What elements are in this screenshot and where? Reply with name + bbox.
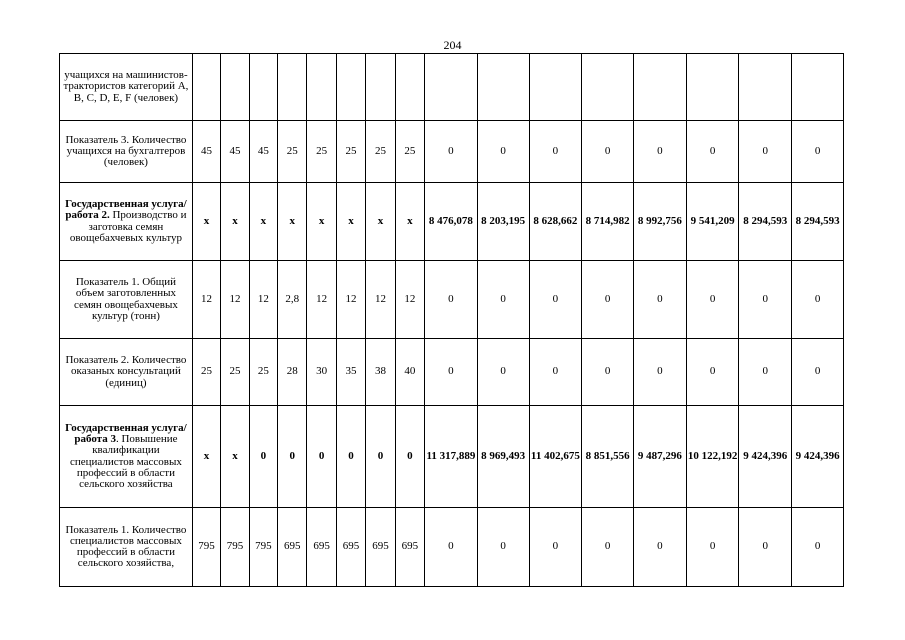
- value-cell: 795: [221, 508, 249, 587]
- value-cell: 795: [249, 508, 277, 587]
- value-cell: 25: [221, 339, 249, 406]
- row-label: [60, 406, 193, 508]
- value-cell: 25: [395, 121, 424, 183]
- value-cell: x: [395, 183, 424, 261]
- value-cell: 0: [529, 339, 582, 406]
- value-cell: 8 992,756: [633, 183, 686, 261]
- value-cell: 9 487,296: [633, 406, 686, 508]
- table-row: [60, 121, 844, 183]
- value-cell: 0: [425, 339, 478, 406]
- value-cell: 0: [529, 121, 582, 183]
- row-label: [60, 121, 193, 183]
- value-cell: x: [336, 183, 365, 261]
- value-cell: 0: [739, 261, 792, 339]
- value-cell: [582, 54, 634, 121]
- value-cell: 695: [366, 508, 395, 587]
- value-cell: 0: [582, 339, 634, 406]
- value-cell: 0: [477, 508, 529, 587]
- value-cell: x: [278, 183, 307, 261]
- value-cell: 25: [336, 121, 365, 183]
- value-cell: 0: [582, 121, 634, 183]
- value-cell: 0: [739, 508, 792, 587]
- value-cell: 0: [477, 121, 529, 183]
- value-cell: 0: [686, 121, 739, 183]
- table-row: [60, 54, 844, 121]
- value-cell: 0: [366, 406, 395, 508]
- label-text: Показатель 1. Общий объем заготовленных семян овощебахчевых культур (тонн): [73, 276, 178, 322]
- value-cell: 0: [686, 508, 739, 587]
- value-cell: [477, 54, 529, 121]
- value-cell: 9 424,396: [739, 406, 792, 508]
- value-cell: 0: [278, 406, 307, 508]
- value-cell: 9 424,396: [792, 406, 844, 508]
- value-cell: 0: [792, 261, 844, 339]
- value-cell: 8 203,195: [477, 183, 529, 261]
- value-cell: 0: [633, 339, 686, 406]
- table-row: [60, 183, 844, 261]
- value-cell: 0: [425, 508, 478, 587]
- value-cell: 0: [792, 339, 844, 406]
- value-cell: 0: [529, 261, 582, 339]
- value-cell: 2,8: [278, 261, 307, 339]
- label-text: Показатель 2. Количество оказаных консультаций (единиц): [65, 354, 187, 389]
- row-label: [60, 54, 193, 121]
- value-cell: [249, 54, 277, 121]
- value-cell: 12: [192, 261, 220, 339]
- value-cell: 12: [249, 261, 277, 339]
- row-label: [60, 508, 193, 587]
- value-cell: 695: [307, 508, 336, 587]
- value-cell: x: [366, 183, 395, 261]
- value-cell: 0: [686, 339, 739, 406]
- value-cell: [739, 54, 792, 121]
- label-text: Государственная услуга/работа 2.: [65, 198, 187, 222]
- value-cell: 0: [792, 508, 844, 587]
- value-cell: 0: [792, 121, 844, 183]
- table-row: [60, 261, 844, 339]
- value-cell: 0: [582, 261, 634, 339]
- row-label: [60, 339, 193, 406]
- label-text: Показатель 1. Количество специалистов массовых профессий в области сельского хозяйства,: [65, 523, 187, 570]
- value-cell: 45: [221, 121, 249, 183]
- value-cell: [366, 54, 395, 121]
- value-cell: 0: [477, 261, 529, 339]
- value-cell: x: [192, 406, 220, 508]
- value-cell: 12: [366, 261, 395, 339]
- value-cell: [792, 54, 844, 121]
- value-cell: 0: [633, 121, 686, 183]
- value-cell: 45: [192, 121, 220, 183]
- value-cell: 0: [686, 261, 739, 339]
- value-cell: 25: [192, 339, 220, 406]
- value-cell: 40: [395, 339, 424, 406]
- value-cell: 0: [633, 261, 686, 339]
- value-cell: 795: [192, 508, 220, 587]
- value-cell: 12: [395, 261, 424, 339]
- value-cell: 25: [278, 121, 307, 183]
- value-cell: 25: [249, 339, 277, 406]
- page-number: 204: [443, 38, 462, 52]
- value-cell: 0: [307, 406, 336, 508]
- label-text: Государственная услуга/работа 3: [65, 421, 187, 446]
- row-label: [60, 261, 193, 339]
- value-cell: 0: [739, 121, 792, 183]
- value-cell: 8 851,556: [582, 406, 634, 508]
- value-cell: 695: [336, 508, 365, 587]
- value-cell: [529, 54, 582, 121]
- label-text: . Повышение квалификации специалистов массовых профессий в области сельского хозяйства: [69, 433, 182, 490]
- value-cell: 8 628,662: [529, 183, 582, 261]
- value-cell: 12: [221, 261, 249, 339]
- value-cell: 0: [582, 508, 634, 587]
- value-cell: 8 294,593: [739, 183, 792, 261]
- value-cell: 0: [739, 339, 792, 406]
- value-cell: 38: [366, 339, 395, 406]
- value-cell: 35: [336, 339, 365, 406]
- value-cell: 25: [307, 121, 336, 183]
- value-cell: 8 294,593: [792, 183, 844, 261]
- value-cell: 28: [278, 339, 307, 406]
- value-cell: x: [249, 183, 277, 261]
- label-text: учащихся на машинистов-трактористов категорий A, B, C, D, E, F (человек): [63, 69, 189, 104]
- table-row: [60, 339, 844, 406]
- value-cell: 0: [395, 406, 424, 508]
- value-cell: [192, 54, 220, 121]
- value-cell: x: [307, 183, 336, 261]
- value-cell: 0: [425, 121, 478, 183]
- value-cell: 695: [278, 508, 307, 587]
- value-cell: 12: [307, 261, 336, 339]
- value-cell: [307, 54, 336, 121]
- value-cell: x: [221, 406, 249, 508]
- table-row: [60, 508, 844, 587]
- value-cell: [278, 54, 307, 121]
- value-cell: 0: [425, 261, 478, 339]
- value-cell: 12: [336, 261, 365, 339]
- value-cell: 0: [477, 339, 529, 406]
- value-cell: [686, 54, 739, 121]
- label-text: Производство и заготовка семян овощебахчевых культур: [69, 209, 187, 244]
- value-cell: [425, 54, 478, 121]
- value-cell: 0: [529, 508, 582, 587]
- value-cell: [633, 54, 686, 121]
- value-cell: 8 969,493: [477, 406, 529, 508]
- value-cell: 25: [366, 121, 395, 183]
- value-cell: 10 122,192: [686, 406, 739, 508]
- table-row: [60, 406, 844, 508]
- value-cell: 45: [249, 121, 277, 183]
- value-cell: 8 714,982: [582, 183, 634, 261]
- row-label: [60, 183, 193, 261]
- value-cell: 0: [336, 406, 365, 508]
- value-cell: 9 541,209: [686, 183, 739, 261]
- value-cell: [395, 54, 424, 121]
- value-cell: 11 402,675: [529, 406, 582, 508]
- value-cell: x: [192, 183, 220, 261]
- value-cell: 0: [633, 508, 686, 587]
- value-cell: 0: [249, 406, 277, 508]
- budget-table: [59, 53, 844, 587]
- value-cell: [336, 54, 365, 121]
- value-cell: 11 317,889: [425, 406, 478, 508]
- label-text: Показатель 3. Количество учащихся на бухгалтеров (человек): [65, 133, 187, 169]
- value-cell: [221, 54, 249, 121]
- value-cell: 30: [307, 339, 336, 406]
- value-cell: x: [221, 183, 249, 261]
- value-cell: 8 476,078: [425, 183, 478, 261]
- value-cell: 695: [395, 508, 424, 587]
